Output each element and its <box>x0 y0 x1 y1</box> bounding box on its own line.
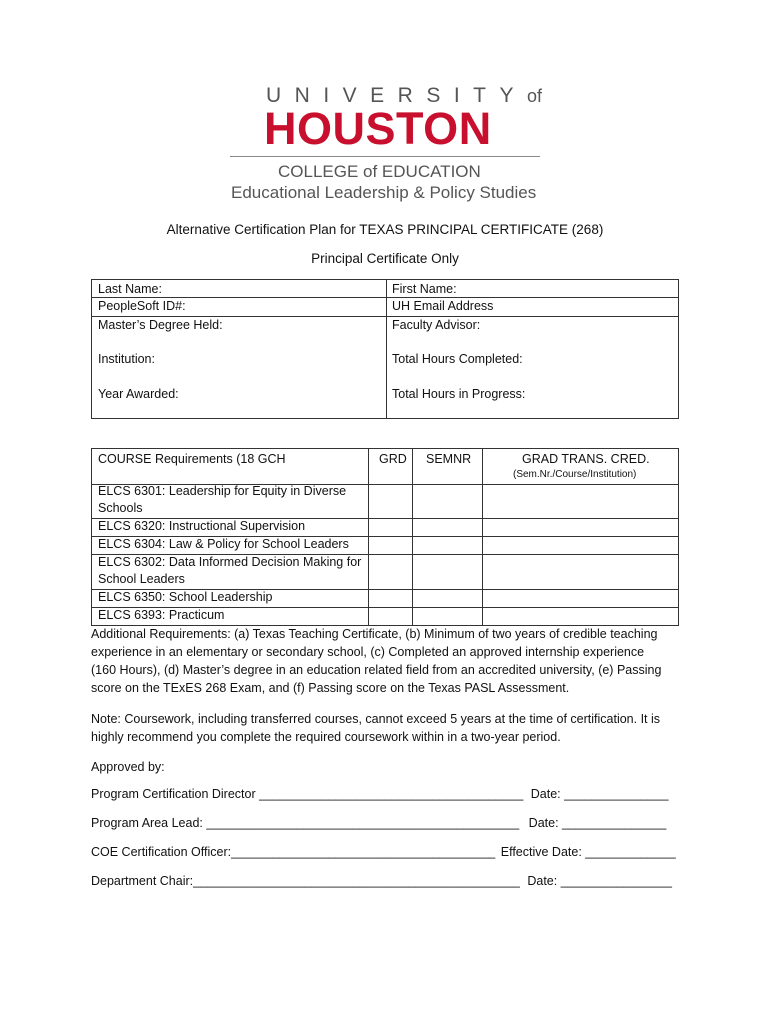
effective-date-field[interactable]: Effective Date: _____________ <box>500 845 676 859</box>
logo-college-text: COLLEGE of EDUCATION <box>278 162 481 181</box>
info-divider <box>386 280 387 317</box>
additional-requirements <box>91 625 681 697</box>
document-title: Alternative Certification Plan for TEXAS PRINCIPAL CERTIFICATE (268) <box>166 222 604 237</box>
first-name-field[interactable]: First Name: <box>392 282 457 296</box>
column-divider <box>412 449 413 625</box>
institution-field[interactable]: Institution: <box>98 352 155 366</box>
logo-department-text: Educational Leadership & Policy Studies <box>231 183 537 202</box>
note-line: highly recommend you complete the required coursework within in a two-year period. <box>91 730 561 744</box>
column-divider <box>368 449 369 625</box>
logo-of-text: of <box>527 86 543 106</box>
student-info-table <box>91 279 679 419</box>
university-logo <box>228 84 542 206</box>
document-subtitle: Principal Certificate Only <box>311 251 459 266</box>
peoplesoft-id-field[interactable]: PeopleSoft ID#: <box>98 299 186 313</box>
header-grad-trans-cred: GRAD TRANS. CRED. <box>522 452 650 466</box>
course-row: ELCS 6304: Law & Policy for School Leaders <box>98 537 349 551</box>
additional-line: Additional Requirements: (a) Texas Teaching Certificate, (b) Minimum of two years of credible teaching <box>91 627 658 641</box>
year-awarded-field[interactable]: Year Awarded: <box>98 387 179 401</box>
course-row: ELCS 6350: School Leadership <box>98 590 273 604</box>
date-field[interactable]: Date: ________________ <box>527 874 672 888</box>
course-row: ELCS 6302: Data Informed Decision Making for <box>98 555 362 569</box>
header-grd: GRD <box>379 452 407 466</box>
signature-label: Department Chair:_______________________________________________ <box>91 874 520 888</box>
course-row: ELCS 6301: Leadership for Equity in Diverse <box>98 484 347 498</box>
info-row-line <box>92 297 386 298</box>
coursework-note <box>91 710 681 746</box>
course-row: ELCS 6393: Practicum <box>98 608 225 622</box>
total-hours-in-progress-field[interactable]: Total Hours in Progress: <box>392 387 526 401</box>
additional-line: score on the TExES 268 Exam, and (f) Passing score on the Texas PASL Assessment. <box>91 681 570 695</box>
signature-coe-certification-officer[interactable] <box>91 845 676 859</box>
info-row-line <box>386 316 678 317</box>
signature-label: Program Area Lead: _____________________________________________ <box>91 816 520 830</box>
approved-by-label: Approved by: <box>91 760 165 774</box>
header-course: COURSE Requirements (18 GCH <box>98 452 286 466</box>
signature-label: COE Certification Officer:______________________________________ <box>91 845 496 859</box>
info-row-line <box>92 316 386 317</box>
total-hours-completed-field[interactable]: Total Hours Completed: <box>392 352 523 366</box>
course-row: School Leaders <box>98 572 185 586</box>
header-grad-sub: (Sem.Nr./Course/Institution) <box>513 469 637 480</box>
faculty-advisor-field[interactable]: Faculty Advisor: <box>392 318 481 332</box>
signature-label: Program Certification Director ______________________________________ <box>91 787 524 801</box>
date-field[interactable]: Date: _______________ <box>530 787 669 801</box>
course-requirements-table <box>91 448 679 626</box>
additional-line: experience in an elementary or secondary school, (c) Completed an approved internship experience <box>91 645 645 659</box>
info-row-line <box>386 297 678 298</box>
signature-program-area-lead[interactable] <box>91 816 666 830</box>
uh-email-field[interactable]: UH Email Address <box>392 299 494 313</box>
header-semnr: SEMNR <box>426 452 472 466</box>
masters-degree-field[interactable]: Master’s Degree Held: <box>98 318 223 332</box>
last-name-field[interactable]: Last Name: <box>98 282 162 296</box>
logo-university-text: UNIVERSITYof <box>266 84 543 107</box>
logo-divider <box>230 156 540 157</box>
signature-program-certification-director[interactable] <box>91 787 668 801</box>
note-line: Note: Coursework, including transferred courses, cannot exceed 5 years at the time of certification. It is <box>91 712 661 726</box>
date-field[interactable]: Date: _______________ <box>528 816 667 830</box>
signature-department-chair[interactable] <box>91 874 672 888</box>
additional-line: (160 Hours), (d) Master’s degree in an education related field from an accredited university, (e) Passing <box>91 663 662 677</box>
course-row: ELCS 6320: Instructional Supervision <box>98 519 306 533</box>
info-divider <box>386 317 387 419</box>
logo-houston-text: HOUSTON <box>264 103 492 154</box>
column-divider <box>482 449 483 625</box>
course-row: Schools <box>98 501 143 515</box>
